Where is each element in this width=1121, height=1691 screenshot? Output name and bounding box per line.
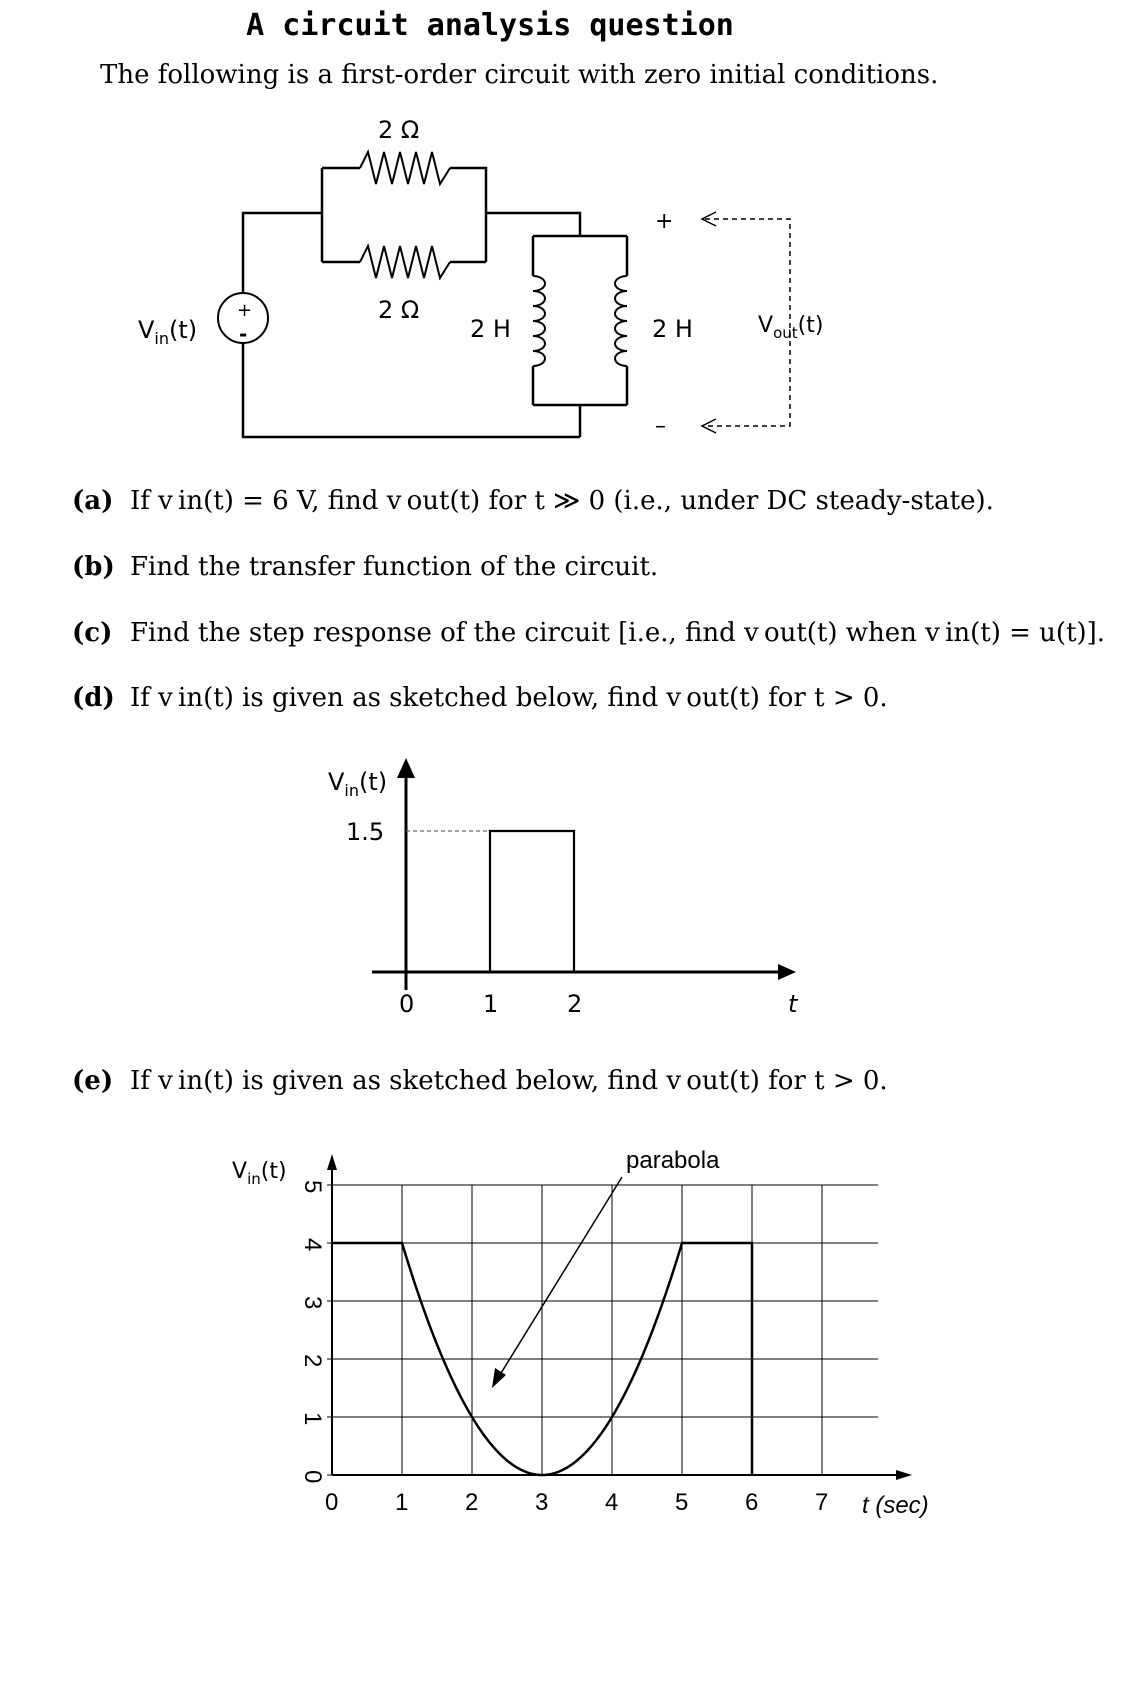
x-tick-label: 2 xyxy=(465,1489,479,1516)
x-tick-label: 1 xyxy=(483,990,499,1018)
source-label: $V_{in}(t)$ xyxy=(138,316,198,348)
wire-left xyxy=(243,213,322,293)
x-tick-label: 5 xyxy=(675,1489,689,1516)
x-axis-arrow xyxy=(778,964,796,980)
x-tick-label: 4 xyxy=(605,1489,619,1516)
x-axis-arrow xyxy=(896,1470,912,1480)
output-minus: – xyxy=(655,414,666,439)
annotation-arrow-head xyxy=(492,1368,506,1388)
question-c xyxy=(72,618,1105,648)
y-tick-label: 4 xyxy=(299,1238,326,1252)
y-tick-label: 1 xyxy=(299,1412,326,1426)
source-minus: - xyxy=(239,322,248,346)
x-tick-label: 1 xyxy=(395,1489,409,1516)
x-axis-label: t (sec) xyxy=(862,1492,929,1519)
inductor-right-label: 2 H xyxy=(652,315,693,343)
x-axis-label: t xyxy=(788,990,798,1018)
x-tick-label: 3 xyxy=(535,1489,549,1516)
y-axis-arrow xyxy=(397,758,415,778)
y-axis-label: $V_{in}(t)$ xyxy=(232,1159,287,1188)
resistor-top-label: 2 Ω xyxy=(378,116,420,144)
chart-pulse xyxy=(0,740,1121,1060)
x-tick-label: 0 xyxy=(399,990,415,1018)
y-tick-label: 5 xyxy=(299,1180,326,1194)
question-text: If v in(t) is given as sketched below, find v out(t) for t > 0. xyxy=(130,1066,888,1096)
question-tag: (e) xyxy=(72,1066,114,1096)
question-tag: (b) xyxy=(72,552,115,582)
source-plus: + xyxy=(237,300,253,321)
y-tick-label: 1.5 xyxy=(346,818,385,846)
question-tag: (d) xyxy=(72,683,115,713)
page-title: A circuit analysis question xyxy=(246,8,734,43)
question-tag: (a) xyxy=(72,486,114,516)
annotation-label: parabola xyxy=(626,1147,720,1174)
x-tick-label: 6 xyxy=(745,1489,759,1516)
y-tick-label: 2 xyxy=(299,1354,326,1368)
resistor-top-shape xyxy=(360,152,450,184)
question-text: If v in(t) is given as sketched below, find v out(t) for t > 0. xyxy=(130,683,888,713)
x-tick-label: 0 xyxy=(325,1489,339,1516)
wire-resistor-block xyxy=(322,168,486,262)
question-e xyxy=(72,1066,888,1096)
series-line xyxy=(406,831,767,972)
question-a xyxy=(72,486,994,516)
y-axis-arrow xyxy=(327,1154,337,1170)
inductor-right-shape xyxy=(615,276,627,366)
annotation-arrow-line xyxy=(498,1177,622,1378)
x-tick-label: 2 xyxy=(567,990,583,1018)
question-tag: (c) xyxy=(72,618,113,648)
y-axis-label: $V_{in}(t)$ xyxy=(328,768,388,800)
question-text: Find the step response of the circuit [i.e., find v out(t) when v in(t) = u(t)]. xyxy=(130,618,1106,648)
question-text: If v in(t) = 6 V, find v out(t) for t ≫ 0 (i.e., under DC steady-state). xyxy=(130,486,994,516)
chart-parabola xyxy=(0,1130,1121,1530)
intro-text: The following is a first-order circuit with zero initial conditions. xyxy=(100,60,939,90)
question-d xyxy=(72,683,888,713)
y-tick-label: 3 xyxy=(299,1296,326,1310)
y-tick-label: 0 xyxy=(299,1470,326,1484)
inductor-block xyxy=(533,236,627,405)
resistor-bottom-shape xyxy=(360,246,450,278)
output-label: $V_{out}(t)$ xyxy=(758,313,824,342)
question-b xyxy=(72,552,658,582)
inductor-left-label: 2 H xyxy=(470,315,511,343)
inductor-left-shape xyxy=(533,276,545,366)
x-tick-label: 7 xyxy=(815,1489,829,1516)
question-text: Find the transfer function of the circuit. xyxy=(130,552,659,582)
output-plus: + xyxy=(655,209,674,234)
resistor-bottom-label: 2 Ω xyxy=(378,296,420,324)
output-bracket xyxy=(705,219,790,426)
wire-bottom xyxy=(243,343,580,437)
